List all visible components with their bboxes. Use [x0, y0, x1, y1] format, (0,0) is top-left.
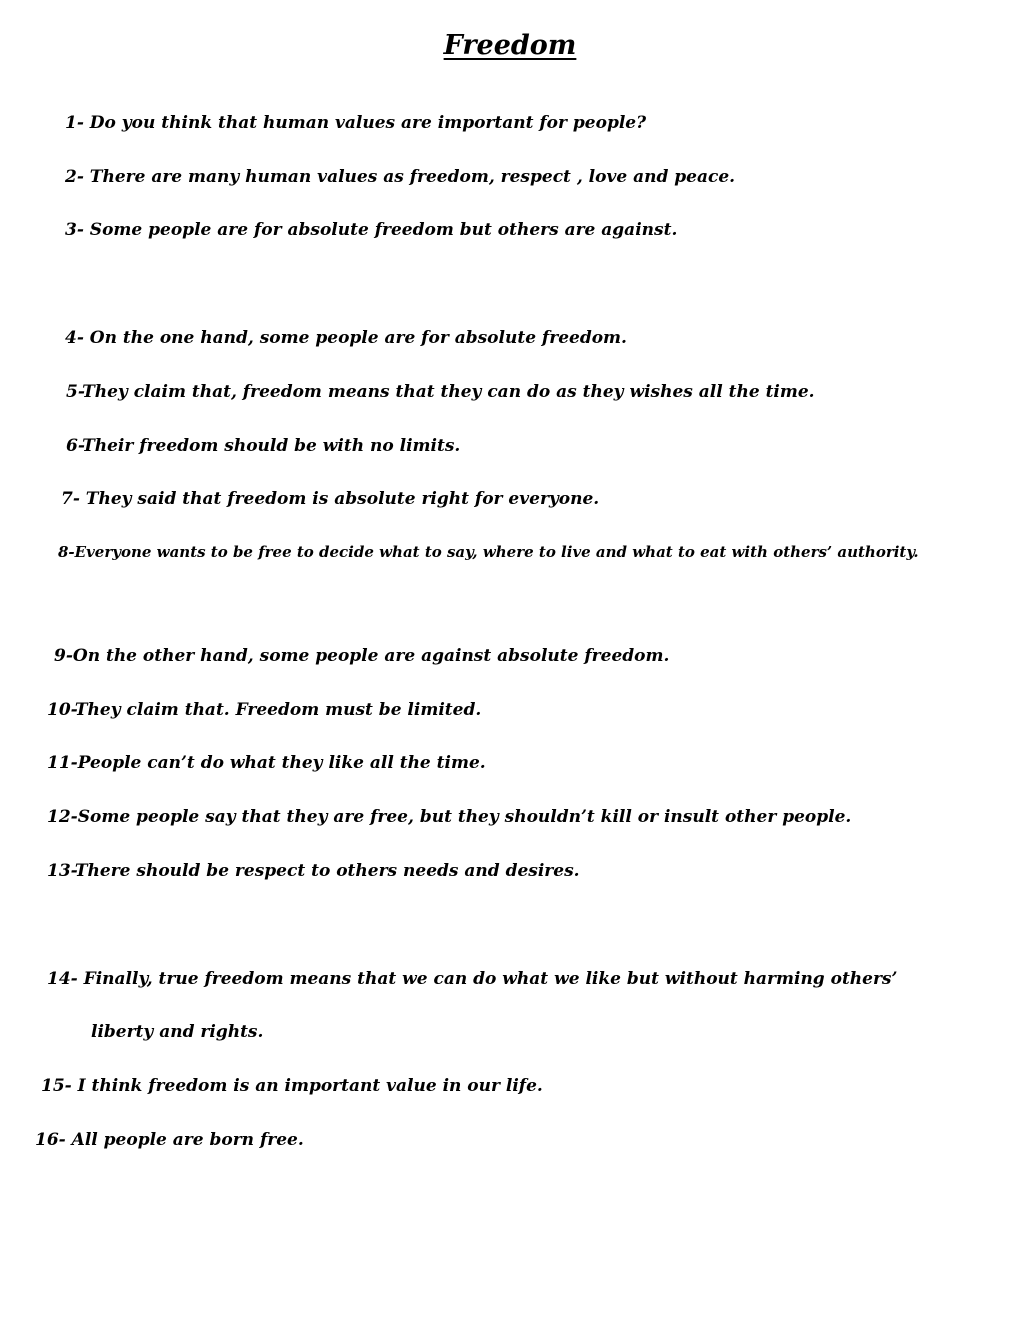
- sentence-13: 13-There should be respect to others needs and desires.: [47, 861, 580, 881]
- sentence-14: 14- Finally, true freedom means that we can do what we like but without harming others’: [47, 969, 898, 989]
- sentence-10: 10-They claim that. Freedom must be limited.: [47, 700, 482, 720]
- sentence-16: 16- All people are born free.: [35, 1130, 304, 1150]
- sentence-15: 15- I think freedom is an important value in our life.: [41, 1076, 543, 1096]
- sentence-8: 8-Everyone wants to be free to decide what to say, where to live and what to eat with others’ authority.: [58, 543, 919, 561]
- sentence-12: 12-Some people say that they are free, but they shouldn’t kill or insult other people.: [47, 807, 852, 827]
- sentence-14-continuation: liberty and rights.: [91, 1022, 264, 1042]
- sentence-4: 4- On the one hand, some people are for absolute freedom.: [65, 328, 627, 348]
- sentence-7: 7- They said that freedom is absolute right for everyone.: [61, 489, 600, 509]
- document-title: Freedom: [443, 30, 577, 61]
- sentence-1: 1- Do you think that human values are important for people?: [65, 113, 647, 133]
- sentence-11: 11-People can’t do what they like all the time.: [47, 753, 486, 773]
- sentence-5: 5-They claim that, freedom means that they can do as they wishes all the time.: [66, 382, 815, 402]
- sentence-2: 2- There are many human values as freedom, respect , love and peace.: [65, 167, 736, 187]
- sentence-6: 6-Their freedom should be with no limits.: [66, 436, 461, 456]
- sentence-9: 9-On the other hand, some people are against absolute freedom.: [54, 646, 670, 666]
- sentence-3: 3- Some people are for absolute freedom but others are against.: [65, 220, 678, 240]
